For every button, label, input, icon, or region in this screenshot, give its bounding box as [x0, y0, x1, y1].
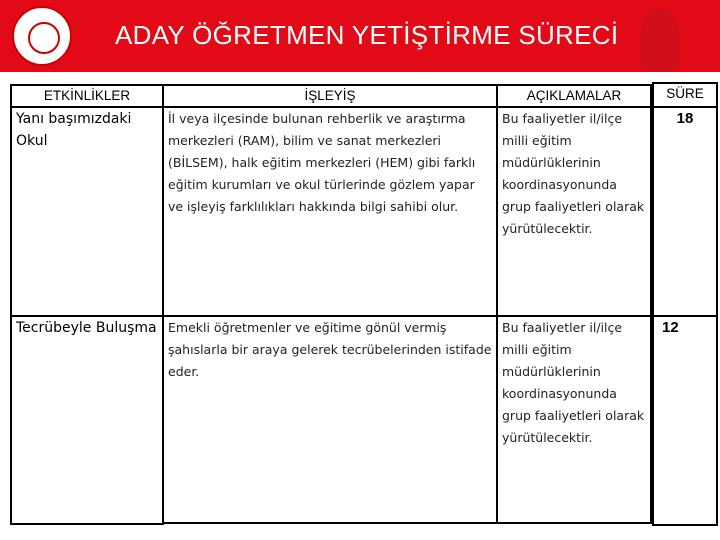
column-header-activities: ETKİNLİKLER	[10, 84, 164, 108]
title-banner	[0, 0, 720, 72]
table-cell-process: Emekli öğretmenler ve eğitime gönül vermiş şahıslarla bir araya gelerek tecrübelerinden istifade eder.	[162, 315, 498, 524]
table-cell-duration: 18	[652, 106, 718, 317]
table-cell-notes: Bu faaliyetler il/ilçe milli eğitim müdürlüklerinin koordinasyonunda grup faaliyetleri olarak yürütülecektir.	[496, 315, 652, 524]
column-header-duration: SÜRE	[652, 82, 718, 108]
column-header-notes: AÇIKLAMALAR	[496, 84, 652, 108]
table-cell-activity: Tecrübeyle Buluşma	[10, 315, 164, 525]
table-cell-duration: 12	[652, 315, 718, 526]
table-cell-activity: Yanı başımızdaki Okul	[10, 106, 164, 317]
flame-decoration-icon	[640, 8, 680, 72]
ministry-logo	[12, 6, 72, 66]
table-cell-process: İl veya ilçesinde bulunan rehberlik ve araştırma merkezleri (RAM), bilim ve sanat merkezleri (BİLSEM), halk eğitim merkezleri (HEM) gibi farklı eğitim kurumları ve okul türlerinde gözlem yapar ve işleyiş farklılıkları hakkında bilgi sahibi olur.	[162, 106, 498, 317]
table-cell-notes: Bu faaliyetler il/ilçe milli eğitim müdürlüklerinin koordinasyonunda grup faaliyetleri olarak yürütülecektir.	[496, 106, 652, 317]
column-header-process: İŞLEYİŞ	[162, 84, 498, 108]
page-title: ADAY ÖĞRETMEN YETİŞTİRME SÜRECİ	[115, 20, 619, 50]
